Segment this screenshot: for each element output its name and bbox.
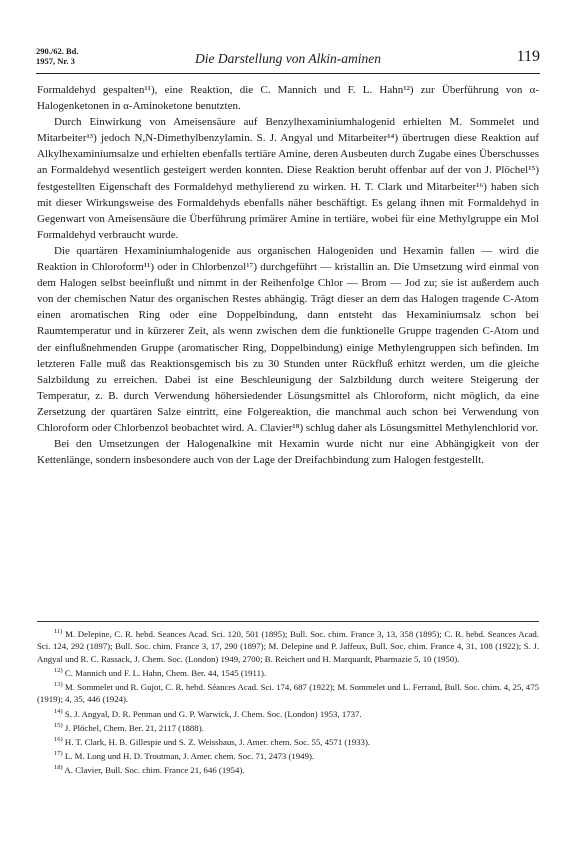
paragraph: Die quartären Hexaminiumhalogenide aus organischen Halogeniden und Hexamin fallen — wird die Reaktion in Chloroform¹¹) oder in Chlorbenzol¹⁷) durchgeführt — kristallin an. Die Umsetzung wird einmal von dem Halogen selbst beeinflußt und nimmt in der Reihenfolge Chlor — Brom — Jod zu; sie ist außerdem auch von der chemischen Natur des organischen Restes abhängig. Trägt dieser an dem das Halogen tragende C-Atom einen aromatischen Ring oder eine Doppelbindung, dann entsteht das Hexaminiumsalz schon bei Raumtemperatur und in kürzerer Zeit, als wenn zwischen dem die funktionelle Gruppe tragenden C-Atom und der einflußnehmenden Gruppe (aromatischer Ring, Doppelbindung) einige Methylengruppen sich befinden. Im letzteren Falle muß das Reaktionsgemisch bis zu 30 Stunden unter Rückfluß erhitzt werden, um die gleiche Salzbildung zu erreichen. Dabei ist eine Beschleunigung der Salzbildung durch weitere Steigerung der Temperatur, z. B. durch Verwendung höhersiedender Lösungsmittel als Chloroform, nicht möglich, da eine Zersetzung der quartären Salze eintritt, eine Folgereaktion, die manchmal auch schon bei Verwendung von Chloroform oder Chlorbenzol beobachtet wird. A. Clavier¹⁸) schlug daher als Lösungsmittel Methylenchlorid vor. [37, 244, 539, 434]
footnote-mark: 11) [54, 628, 63, 635]
page-header [36, 46, 540, 74]
footnote-text: L. M. Long und H. D. Troutman, J. Amer. chem. Soc. 71, 2473 (1949). [64, 751, 315, 762]
footnote-mark: 14) [54, 707, 63, 715]
page-number: 119 [516, 48, 540, 65]
footnote-text: C. Mannich und F. L. Hahn, Chem. Ber. 44, 1545 (1911). [64, 667, 267, 678]
paragraph: Formaldehyd gespalten¹¹), eine Reaktion, die C. Mannich und F. L. Hahn¹²) zur Überführung von α-Halogenketonen in α-Aminoketone benutzten. [37, 84, 539, 113]
footnote-text: H. T. Clark, H. B. Gillespie und S. Z. Weisshaus, J. Amer. chem. Soc. 55, 4571 (1933). [64, 736, 371, 747]
journal-volume: 290./62. Bd. [36, 46, 79, 56]
footnote [37, 626, 539, 665]
footnote-mark: 16) [54, 735, 63, 743]
journal-year-issue: 1957, Nr. 3 [36, 56, 75, 66]
footnote-mark: 12) [54, 666, 63, 674]
footnote [37, 734, 539, 748]
footnote-text: M. Sommelet und R. Gujot, C. R. hebd. Séances Acad. Sci. 174, 687 (1922); M. Sommelet und L. Ferrand, Bull. Soc. chim. 4, 25, 475 (1919); 4, 35, 446 (1924). [37, 681, 539, 705]
header-rule [36, 73, 540, 74]
footnote-text: M. Delepine, C. R. hebd. Seances Acad. Sci. 120, 501 (1895); Bull. Soc. chim. France 3, 13, 358 (1895); C. R. hebd. Seances Acad. Sci. 124, 292 (1897); Bull. Soc. chim. France 3, 17, 290 (1897); M. Delepine und P. Jaffeux, Bull. Soc. chim. France 4, 31, 108 (1922); S. J. Angyal und R. C. Rassack, J. Chem. Soc. (London) 1949, 2700; B. Reichert und H. Marquardt, Pharmazie 5, 10 (1950). [37, 628, 540, 664]
footnote-separator [37, 621, 539, 622]
footnote-mark: 13) [54, 681, 63, 689]
footnote [37, 706, 539, 720]
footnotes [37, 626, 539, 777]
footnote-text: J. Plöchel, Chem. Ber. 21, 2117 (1888). [64, 722, 204, 733]
running-title: Die Darstellung von Alkin-aminen [194, 51, 382, 66]
footnote [37, 679, 539, 706]
paragraph: Durch Einwirkung von Ameisensäure auf Benzylhexaminiumhalogenid erhielten M. Sommelet und Mitarbeiter¹³) jedoch N,N-Dimethylbenzylamin. S. J. Angyal und Mitarbeiter¹⁴) übertrugen diese Reaktion auf Alkylhexaminiumsalze und erhielten ebenfalls tertiäre Amine, deren Ausbeuten durch Zugabe eines Überschusses an Formaldehyd wesentlich gesteigert werden konnten. Diese Reaktion beruht offenbar auf der von J. Plöchel¹⁵) festgestellten Eigenschaft des Formaldehyd methylierend zu wirken. H. T. Clark und Mitarbeiter¹⁶) haben sich mit dieser Wirkungsweise des Formaldehyds ebenfalls näher beschäftigt. Es gelang ihnen mit Formaldehyd in Gegenwart von Ameisensäure die Überführung primärer Amine in tertiäre, wobei für eine Methylgruppe ein Mol Formaldehyd verbraucht wurde. [37, 116, 539, 241]
footnote [37, 748, 539, 762]
footnote-mark: 18) [54, 764, 63, 772]
footnote-text: A. Clavier, Bull. Soc. chim. France 21, 646 (1954). [64, 765, 245, 776]
footnote [37, 762, 539, 776]
paragraph: Bei den Umsetzungen der Halogenalkine mit Hexamin wurde nicht nur eine Abhängigkeit von der Kettenlänge, sondern insbesondere auch von der Lage der Dreifachbindung zum Halogen festgestellt. [37, 438, 539, 467]
body-text [37, 82, 539, 468]
footnote [37, 720, 539, 734]
footnote-text: S. J. Angyal, D. R. Penman und G. P. Warwick, J. Chem. Soc. (London) 1953, 1737. [64, 708, 362, 719]
footnote-mark: 17) [54, 750, 63, 758]
footnote-mark: 15) [54, 721, 63, 729]
footnote [37, 665, 539, 679]
